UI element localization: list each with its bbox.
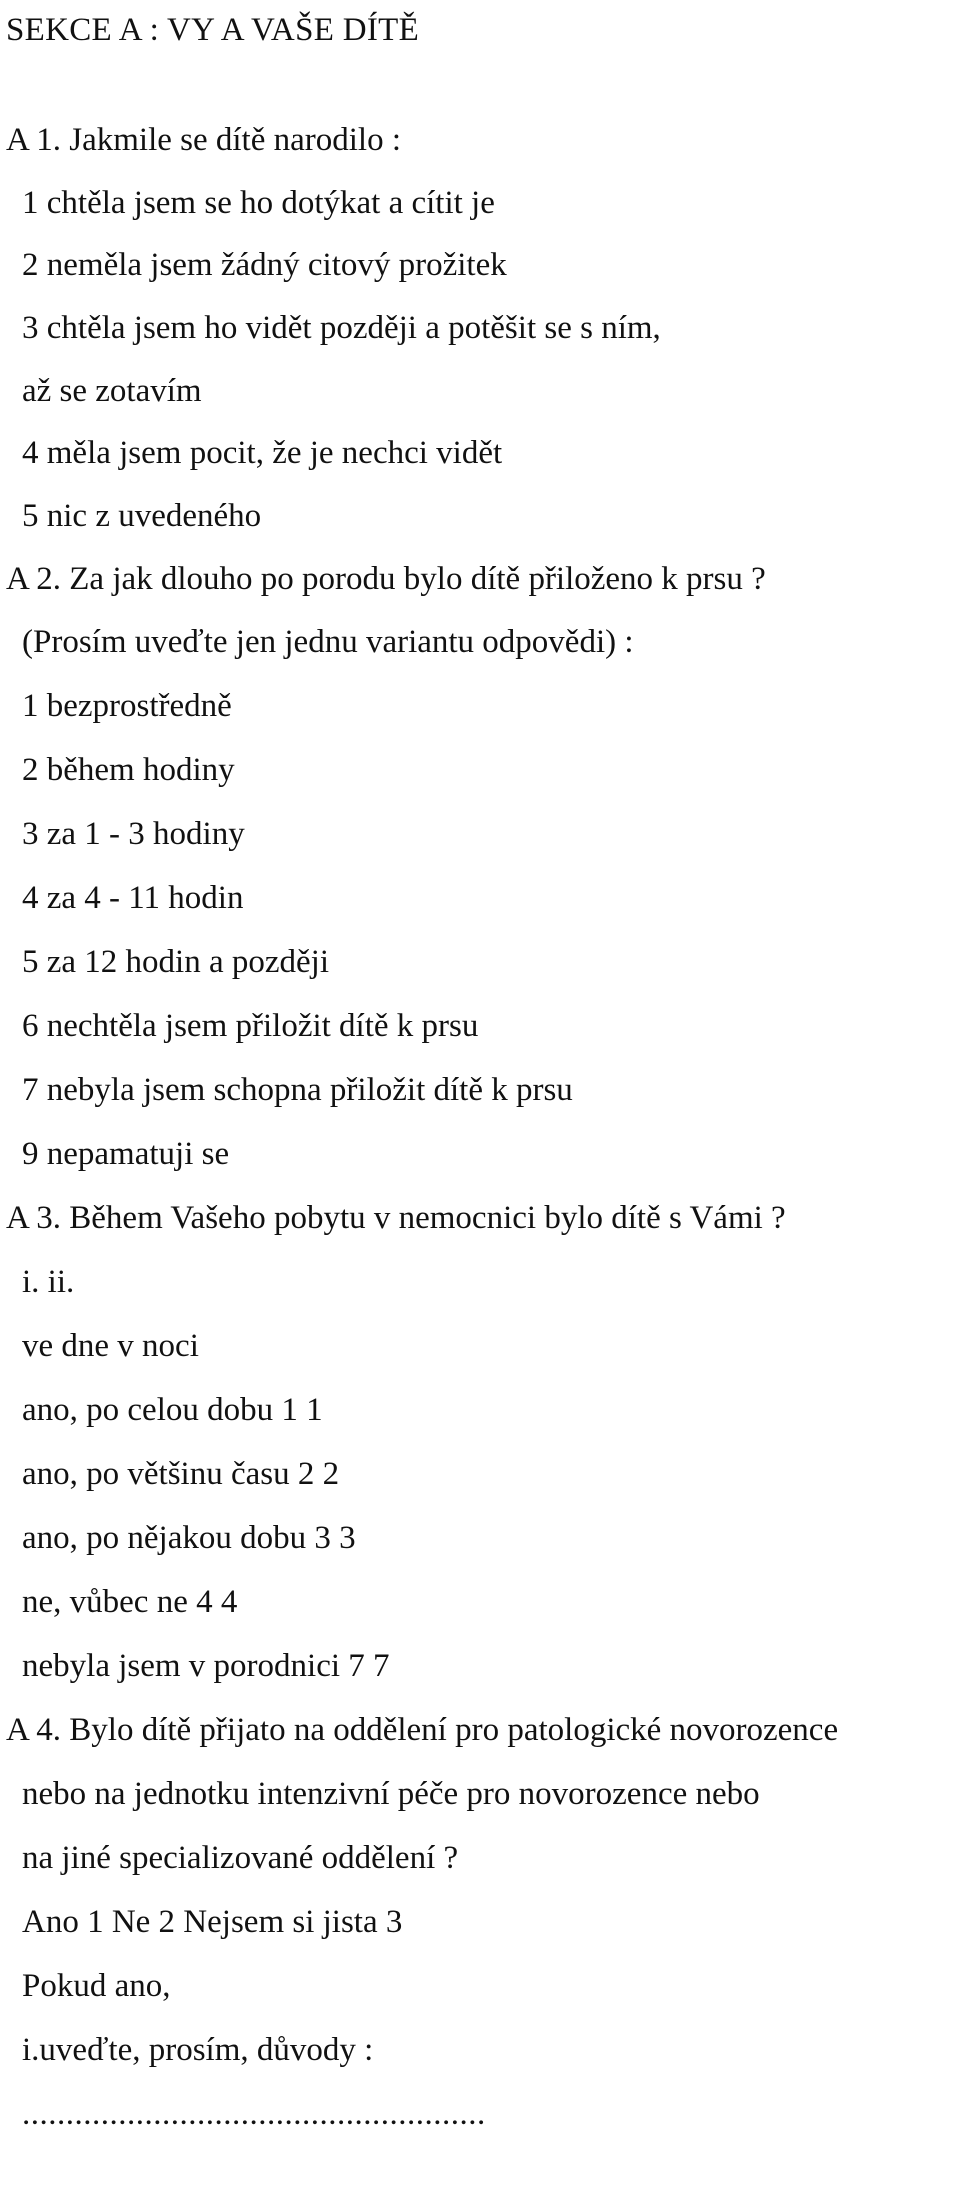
a1-question: A 1. Jakmile se dítě narodilo : <box>6 122 402 158</box>
a2-option: 7 nebyla jsem schopna přiložit dítě k prsu <box>22 1072 573 1108</box>
section-title: SEKCE A : VY A VAŠE DÍTĚ <box>6 12 420 48</box>
a3-row: ne, vůbec ne 4 4 <box>22 1584 238 1620</box>
a1-option: 1 chtěla jsem se ho dotýkat a cítit je <box>22 185 495 221</box>
a4-reasons-prompt: i.uveďte, prosím, důvody : <box>22 2032 374 2068</box>
a2-question: A 2. Za jak dlouho po porodu bylo dítě přiloženo k prsu ? <box>6 561 766 597</box>
a3-row: nebyla jsem v porodnici 7 7 <box>22 1648 390 1684</box>
a4-question-line: nebo na jednotku intenzivní péče pro novorozence nebo <box>22 1776 760 1812</box>
a2-option: 9 nepamatuji se <box>22 1136 230 1172</box>
a2-option: 2 během hodiny <box>22 752 235 788</box>
a1-option: 4 měla jsem pocit, že je nechci vidět <box>22 435 503 471</box>
a3-question: A 3. Během Vašeho pobytu v nemocnici bylo dítě s Vámi ? <box>6 1200 786 1236</box>
a4-answer-options: Ano 1 Ne 2 Nejsem si jista 3 <box>22 1904 403 1940</box>
a3-column-numbers: i. ii. <box>22 1264 75 1300</box>
a4-answer-line[interactable]: ..................................................... <box>22 2096 486 2132</box>
a2-option: 5 za 12 hodin a později <box>22 944 329 980</box>
a2-option: 3 za 1 - 3 hodiny <box>22 816 245 852</box>
a4-question-line: na jiné specializované oddělení ? <box>22 1840 459 1876</box>
a3-row: ano, po celou dobu 1 1 <box>22 1392 323 1428</box>
a1-option-continuation: až se zotavím <box>22 373 202 409</box>
a3-row: ano, po většinu času 2 2 <box>22 1456 340 1492</box>
a4-if-yes: Pokud ano, <box>22 1968 171 2004</box>
a3-column-labels: ve dne v noci <box>22 1328 199 1364</box>
a2-option: 4 za 4 - 11 hodin <box>22 880 244 916</box>
a1-option: 5 nic z uvedeného <box>22 498 262 534</box>
a4-question-line: A 4. Bylo dítě přijato na oddělení pro patologické novorozence <box>6 1712 839 1748</box>
a3-row: ano, po nějakou dobu 3 3 <box>22 1520 356 1556</box>
a1-option: 2 neměla jsem žádný citový prožitek <box>22 247 507 283</box>
a2-option: 1 bezprostředně <box>22 688 232 724</box>
a2-instruction: (Prosím uveďte jen jednu variantu odpovědi) : <box>22 624 634 660</box>
a2-option: 6 nechtěla jsem přiložit dítě k prsu <box>22 1008 479 1044</box>
a1-option: 3 chtěla jsem ho vidět později a potěšit se s ním, <box>22 310 661 346</box>
